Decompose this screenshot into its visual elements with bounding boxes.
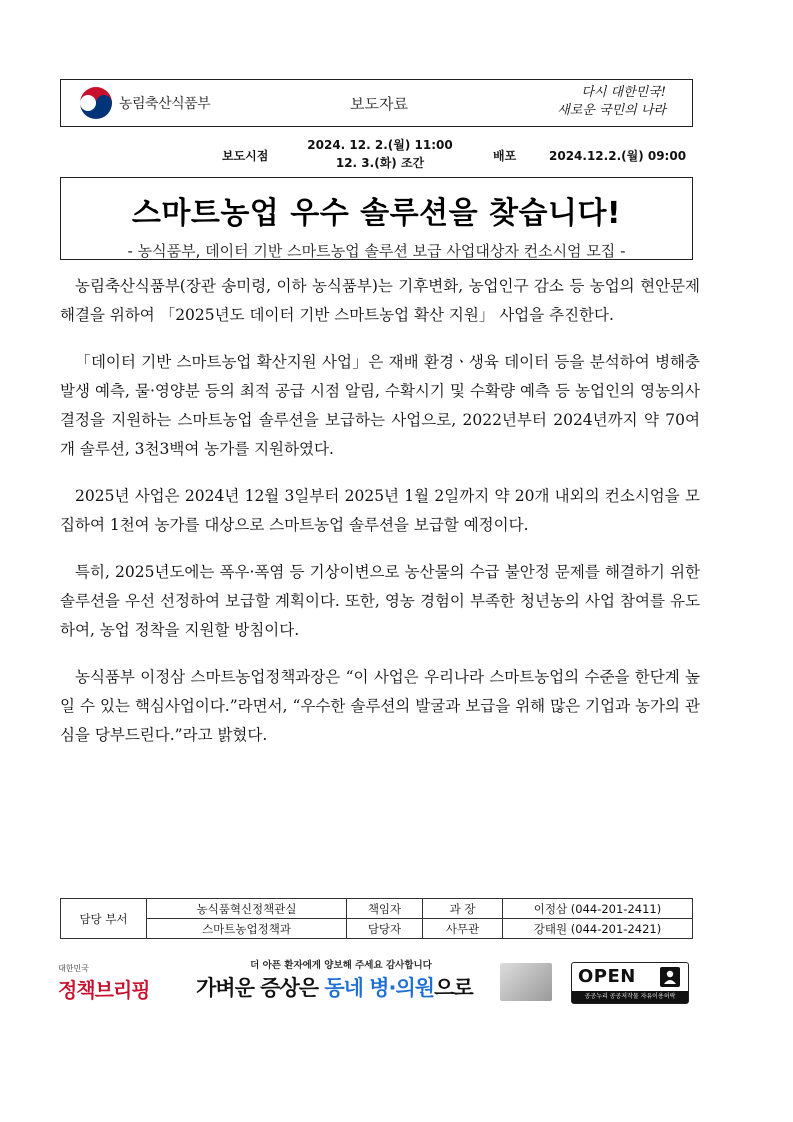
table-row (61, 899, 693, 919)
distribution-date: 2024.12.2.(월) 09:00 (549, 149, 687, 163)
brief-big-text: 정책브리핑 (58, 978, 150, 1002)
paragraph-2: 「데이터 기반 스마트농업 확산지원 사업」은 재배 환경ㆍ생육 데이터 등을 분석하여 병해충 발생 예측, 물·영양분 등의 최적 공급 시점 알림, 수확시기 및 수확량 예측 등 농업인의 영농의사결정을 지원하는 스마트농업 솔루션을 보급하는 사업으로, 2022년부터 2024년까지 약 70여 개 솔루션, 3천3백여 농가를 지원하였다. (60, 353, 700, 458)
ministry-name: 농림축산식품부 (119, 96, 211, 112)
contact-table (60, 898, 693, 939)
paragraph-3: 2025년 사업은 2024년 12월 3일부터 2025년 1월 2일까지 약 20개 내외의 컨소시엄을 모집하여 1천여 농가를 대상으로 스마트농업 솔루션을 보급할 예정이다. (60, 487, 700, 534)
title-cell: 과 장 (423, 899, 503, 919)
ministry-logo (61, 86, 311, 120)
policy-briefing-logo[interactable] (58, 963, 150, 1003)
subtitle: - 농식품부, 데이터 기반 스마트농업 솔루션 보급 사업대상자 컨소시엄 모집 - (127, 242, 626, 260)
main-title: 스마트농업 우수 솔루션을 찾습니다! (131, 196, 622, 231)
slogan-line2: 새로운 국민의 나라 (557, 103, 666, 118)
title-box (60, 177, 693, 260)
title-cell: 사무관 (423, 919, 503, 939)
open-license-text: 공공누리 공공저작물 자유이용허락 (572, 991, 688, 1003)
brief-small-text: 대한민국 (58, 964, 89, 973)
role-cell: 책임자 (347, 899, 423, 919)
banner-big-text (196, 972, 552, 1002)
release-label: 보도시점 (222, 149, 269, 163)
document-type: 보도자료 (350, 94, 408, 113)
attribution-icon (660, 967, 680, 987)
open-license-badge[interactable] (571, 962, 689, 1004)
person-icon (660, 967, 680, 987)
dept-cell-2: 스마트농업정책과 (147, 919, 347, 939)
banner-text-highlight: 동네 병·의원 (324, 976, 435, 1000)
distribution-label: 배포 (493, 149, 517, 163)
banner-image (500, 963, 552, 1001)
open-word: OPEN (578, 966, 636, 987)
press-header (60, 79, 693, 127)
release-date-line1: 2024. 12. 2.(월) 11:00 (307, 138, 453, 152)
paragraph-4: 특히, 2025년도에는 폭우·폭염 등 기상이변으로 농산물의 수급 불안정 문제를 해결하기 위한 솔루션을 우선 선정하여 보급할 계획이다. 또한, 영농 경험이 부족한 청년농의 사업 참여를 유도하여, 농업 정착을 지원할 방침이다. (60, 563, 700, 639)
article-body (60, 272, 700, 768)
banner-text-part1: 가벼운 증상은 (196, 976, 325, 1000)
footer (0, 955, 793, 1005)
release-dates (300, 136, 460, 172)
taegeuk-emblem-icon (79, 86, 113, 120)
dept-cell-1: 농식품혁신정책관실 (147, 899, 347, 919)
banner-text-part3: 으로 (434, 976, 473, 1000)
role-cell: 담당자 (347, 919, 423, 939)
paragraph-5: 농식품부 이정삼 스마트농업정책과장은 “이 사업은 우리나라 스마트농업의 수준을 한단계 높일 수 있는 핵심사업이다.”라면서, “우수한 솔루션의 발굴과 보급을 위해 많은 기업과 농가의 관심을 당부드린다.”라고 밝혔다. (60, 668, 700, 744)
release-info (0, 136, 793, 172)
banner-small-text: 더 아픈 환자에게 양보해 주세요 감사합니다 (250, 960, 432, 971)
person-cell: 강태원 (044-201-2421) (503, 919, 693, 939)
paragraph-1: 농림축산식품부(장관 송미령, 이하 농식품부)는 기후변화, 농업인구 감소 등 농업의 현안문제 해결을 위하여 「2025년도 데이터 기반 스마트농업 확산 지원」 사업을 추진한다. (60, 277, 700, 324)
table-row (61, 919, 693, 939)
government-slogan (516, 84, 666, 120)
dept-label: 담당 부서 (61, 899, 147, 939)
person-cell: 이정삼 (044-201-2411) (503, 899, 693, 919)
release-date-line2: 12. 3.(화) 조간 (335, 156, 425, 170)
slogan-line1: 다시 대한민국! (581, 85, 666, 100)
public-campaign-banner[interactable] (196, 957, 552, 1002)
